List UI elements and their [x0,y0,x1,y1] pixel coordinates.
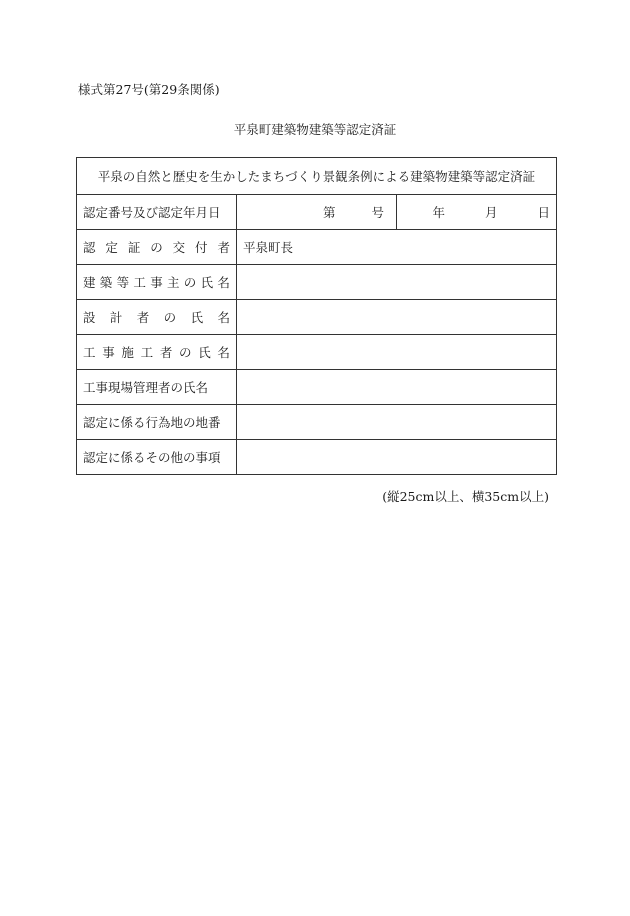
table-header-row [77,158,557,195]
issuer-label [77,230,237,265]
label-char: 主 [166,275,180,290]
label-char: 名 [217,275,230,290]
label-char: の [179,345,192,360]
label-char: 事 [150,275,163,290]
label-char: 者 [217,240,230,255]
table-row [77,370,557,405]
label-char: 工 [83,345,96,360]
label-char: 事 [102,345,115,360]
label-char: 認 [83,240,96,255]
other-matters-value [237,440,557,475]
cert-number-label: 認定番号及び認定年月日 [77,195,237,230]
site-manager-label: 工事現場管理者の氏名 [77,370,237,405]
cert-number-cell [237,195,397,230]
label-char: 氏 [190,310,204,325]
label-char: 者 [159,345,173,360]
label-char: 等 [116,275,130,290]
label-char: 氏 [200,275,214,290]
table-row [77,405,557,440]
designer-label [77,300,237,335]
label-char: 築 [99,275,113,290]
label-char: の [183,275,197,290]
table-header: 平泉の自然と歴史を生かしたまちづくり景観条例による建築物建築等認定済証 [77,158,557,195]
other-matters-label: 認定に係るその他の事項 [77,440,237,475]
label-char: 工 [133,275,146,290]
table-row [77,195,557,230]
table-row [77,335,557,370]
label-char: 定 [105,240,118,255]
label-char: 付 [195,240,208,255]
cert-date-month: 月 [484,205,498,220]
label-char: 交 [172,240,186,255]
label-char: 工 [140,345,154,360]
lot-number-value [237,405,557,440]
size-note: (縦25cm以上、横35cm以上) [382,489,549,504]
contractor-label-text [83,343,230,361]
certificate-table [76,157,557,475]
label-char: 計 [109,310,123,325]
document-title: 平泉町建築物建築等認定済証 [233,122,397,137]
form-number: 様式第27号(第29条関係) [78,82,220,97]
label-char: の [163,310,177,325]
owner-label [77,265,237,300]
label-char: 証 [127,240,141,255]
table-row [77,265,557,300]
label-char: 者 [136,310,150,325]
label-char: の [150,240,163,255]
label-char: 名 [217,345,230,360]
cert-number-suffix: 号 [371,205,384,220]
owner-value [237,265,557,300]
designer-label-text [83,308,230,326]
table-row [77,440,557,475]
issuer-label-text [83,238,230,256]
cert-number-prefix: 第 [323,205,336,220]
owner-label-text [83,273,230,291]
contractor-value [237,335,557,370]
table-row [77,300,557,335]
site-manager-value [237,370,557,405]
cert-date-day: 日 [537,205,550,220]
designer-value [237,300,557,335]
contractor-label [77,335,237,370]
label-char: 名 [217,310,230,325]
label-char: 施 [121,345,134,360]
issuer-value: 平泉町長 [237,230,557,265]
cert-date-year: 年 [432,205,445,220]
lot-number-label: 認定に係る行為地の地番 [77,405,237,440]
label-char: 氏 [198,345,211,360]
label-char: 設 [83,310,96,325]
cert-date-cell [397,195,557,230]
table-row [77,230,557,265]
label-char: 建 [83,275,96,290]
